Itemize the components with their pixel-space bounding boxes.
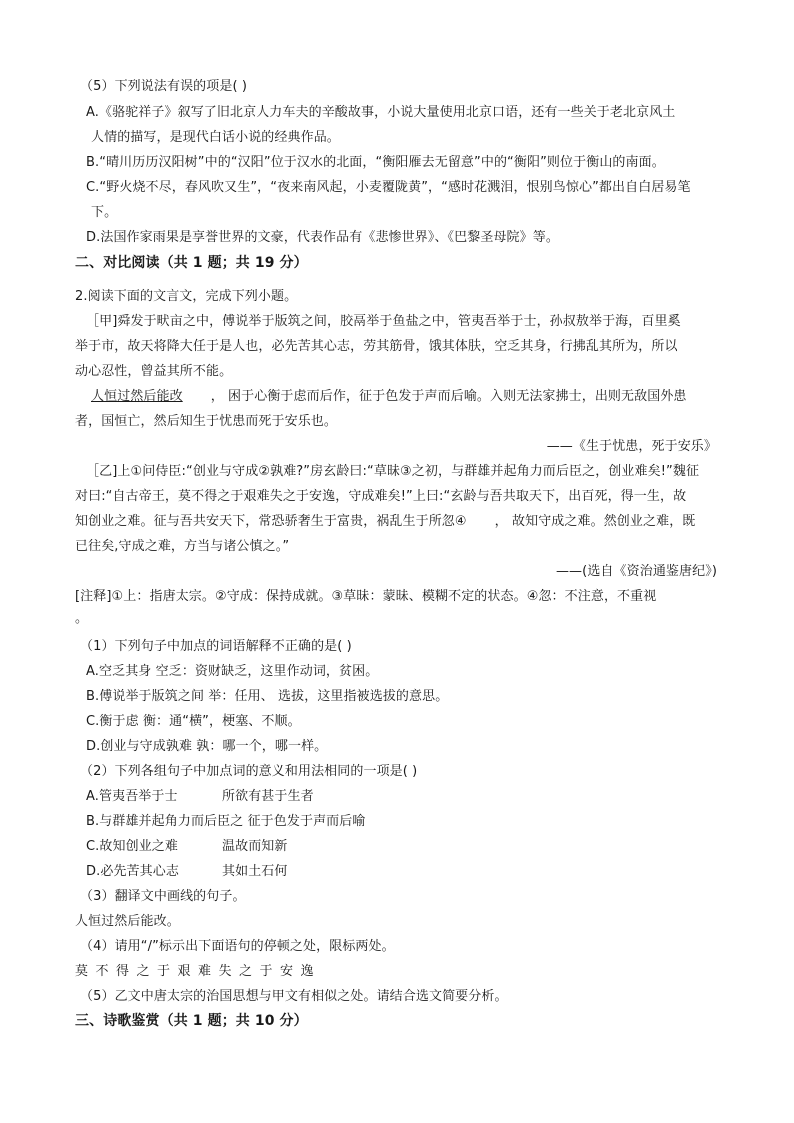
question-2-stem: （2）下列各组句子中加点词的意义和用法相同的一项是( ) xyxy=(80,764,418,779)
passage-yi-text: 知创业之难。征与吾共安天下，常恐骄奢生于富贵，祸乱生于所忽④ xyxy=(75,514,467,529)
question-2-option-d-pair: 其如土石何 xyxy=(222,864,288,879)
question-1-option-d: D.创业与守成孰难 孰：哪一个，哪一样。 xyxy=(86,739,328,754)
question-5-option-a: A.《骆驼祥子》叙写了旧北京人力车夫的辛酸故事，小说大量使用北京口语，还有一些关于老北京风土 xyxy=(86,105,676,120)
passage-yi-source: ——(选自《资治通鉴唐纪》) xyxy=(555,564,717,579)
question-5-option-d: D.法国作家雨果是享誉世界的文豪，代表作品有《悲惨世界》、《巴黎圣母院》等。 xyxy=(86,230,559,245)
passage-yi-text: ， 故知守成之难。然创业之难，既 xyxy=(494,514,696,529)
question-5-option-a-cont: 人情的描写，是现代白话小说的经典作品。 xyxy=(91,130,340,145)
question-2-option-a-pair: 所欲有甚于生者 xyxy=(222,789,314,804)
passage-yi-line: 对曰:“自古帝王，莫不得之于艰难失之于安逸，守成难矣!”上曰:“玄龄与吾共取天下，出百死，得一生，故 xyxy=(75,489,687,504)
question-1-option-c: C.衡于虑 衡：通“横”，梗塞、不顺。 xyxy=(86,714,301,729)
reading-instructions: 2.阅读下面的文言文，完成下列小题。 xyxy=(75,289,298,304)
passage-yi-line: 已往矣,守成之难，方当与诸公慎之。” xyxy=(75,539,290,554)
question-1-option-a: A.空乏其身 空乏：资财缺乏，这里作动词，贫困。 xyxy=(86,664,379,679)
question-2-option-d: D.必先苦其心志 xyxy=(86,864,179,879)
question-3-stem: （3）翻译文中画线的句子。 xyxy=(80,889,246,904)
question-1-option-b: B.傅说举于版筑之间 举：任用、 选拔，这里指被选拔的意思。 xyxy=(86,689,449,704)
question-5-analysis-stem: （5）乙文中唐太宗的治国思想与甲文有相似之处。请结合选文简要分析。 xyxy=(80,989,508,1004)
passage-jia-line: 者，国恒亡，然后知生于忧患而死于安乐也。 xyxy=(75,414,338,429)
question-2-option-a: A.管夷吾举于士 xyxy=(86,789,178,804)
passage-yi-line: ［乙]上①问侍臣:“创业与守成②孰难?”房玄龄曰:“草昧③之初，与群雄并起角力而后臣之，创业难矣!”魏征 xyxy=(86,464,700,479)
question-2-option-b: B.与群雄并起角力而后臣之 征于色发于声而后喻 xyxy=(86,814,366,829)
passage-jia-line: 动心忍性，曾益其所不能。 xyxy=(75,364,233,379)
section-3-title: 三、诗歌鉴赏（共 1 题；共 10 分） xyxy=(75,1013,308,1029)
underlined-sentence: 人恒过然后能改 xyxy=(91,389,183,404)
passage-jia-line: 举于市，故天将降大任于是人也，必先苦其心志，劳其筋骨，饿其体肤，空乏其身，行拂乱其所为，所以 xyxy=(75,339,678,354)
passage-yi-line xyxy=(75,513,695,531)
question-5-option-b: B.“晴川历历汉阳树”中的“汉阳”位于汉水的北面，“衡阳雁去无留意”中的“衡阳”则位于衡山的南面。 xyxy=(86,155,665,170)
question-5-stem: （5）下列说法有误的项是( ) xyxy=(80,79,248,94)
annotation-note-cont: 。 xyxy=(75,611,89,626)
passage-jia-line: ［甲]舜发于畎亩之中，傅说举于版筑之间，胶鬲举于鱼盐之中，管夷吾举于士，孙叔敖举于海，百里奚 xyxy=(86,314,681,329)
passage-jia-source: ——《生于忧患，死于安乐》 xyxy=(546,439,717,454)
question-2-option-c-pair: 温故而知新 xyxy=(222,839,288,854)
annotation-note: [注释]①上：指唐太宗。②守成：保持成就。③草昧：蒙昧、模糊不定的状态。④忽：不注意，不重视 xyxy=(75,589,657,604)
question-5-option-c: C.“野火烧不尽，春风吹又生”，“夜来南风起，小麦覆陇黄”，“感时花溅泪，恨别鸟惊心”都出自白居易笔 xyxy=(86,180,691,195)
question-3-sentence: 人恒过然后能改。 xyxy=(75,914,180,929)
question-4-stem: （4）请用“/”标示出下面语句的停顿之处，限标两处。 xyxy=(80,939,395,954)
passage-jia-text: ， 困于心衡于虑而后作，征于色发于声而后喻。入则无法家拂士，出则无敌国外患 xyxy=(210,389,687,404)
passage-jia-line xyxy=(91,388,687,406)
question-1-stem: （1）下列句子中加点的词语解释不正确的是( ) xyxy=(80,639,352,654)
section-2-title: 二、对比阅读（共 1 题；共 19 分） xyxy=(75,255,308,271)
question-4-sentence: 莫不得之于艰难失之于安逸 xyxy=(75,964,322,979)
question-2-option-c: C.故知创业之难 xyxy=(86,839,179,854)
question-5-option-c-cont: 下。 xyxy=(91,205,118,220)
